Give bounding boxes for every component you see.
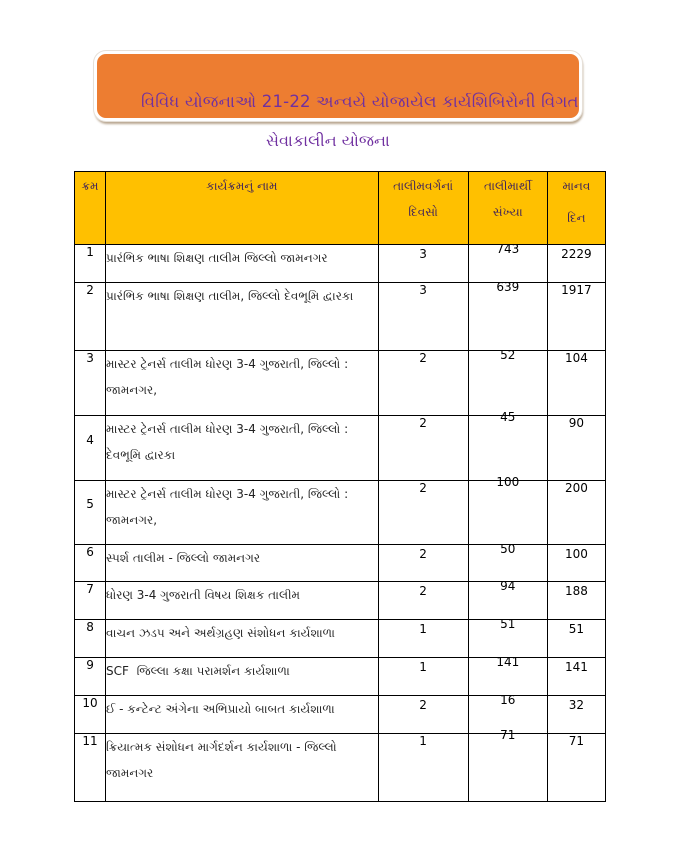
table-row (75, 734, 606, 802)
cell-trainees-value: 51 (500, 617, 516, 631)
cell-days-value: 3 (419, 283, 427, 297)
header-name: કાર્યક્રમનું નામ (106, 172, 379, 245)
header-days (378, 172, 468, 245)
cell-man-days-value: 104 (564, 351, 588, 365)
cell-man-days (547, 734, 605, 802)
cell-man-days-value: 32 (568, 698, 585, 712)
cell-sn: 1 (75, 245, 106, 283)
cell-man-days-value: 90 (568, 416, 585, 430)
table-row (75, 658, 606, 696)
cell-trainees (468, 728, 547, 802)
cell-man-days-value: 141 (564, 660, 588, 674)
cell-name: ક્રિયાત્મક સંશોધન માર્ગદર્શન કાર્યશાળા - જિલ્લો જામનગર (106, 734, 379, 802)
header-man-days (547, 172, 605, 245)
cell-man-days-value: 188 (564, 584, 588, 598)
header-trainees (468, 172, 547, 245)
cell-days-value: 2 (419, 416, 427, 430)
cell-man-days (547, 416, 605, 481)
cell-man-days (547, 620, 605, 658)
cell-man-days (547, 658, 605, 696)
cell-days (378, 283, 468, 351)
header-sn: ક્રમ (75, 172, 106, 245)
header-days-line1: તાલીમવર્ગનાં (393, 179, 454, 193)
page-title: વિવિધ યોજનાઓ 21-22 અન્વયે યોજાયેલ કાર્યશિબિરોની વિગત (141, 92, 579, 111)
cell-trainees (468, 542, 547, 582)
cell-name: માસ્ટર ટ્રેનર્સ તાલીમ ધોરણ 3-4 ગુજરાતી, જિલ્લો : જામનગર, (106, 351, 379, 416)
cell-trainees-value: 743 (496, 242, 520, 256)
cell-trainees-value: 16 (500, 693, 516, 707)
cell-sn-value: 4 (86, 433, 94, 447)
cell-days (378, 620, 468, 658)
cell-trainees (468, 617, 547, 658)
cell-days (378, 545, 468, 582)
table-row (75, 620, 606, 658)
header-man-days-line1: માનવ (562, 179, 591, 193)
cell-man-days (547, 245, 605, 283)
cell-sn-value: 5 (86, 497, 94, 511)
cell-days (378, 734, 468, 802)
cell-days-value: 3 (419, 247, 427, 261)
cell-days (378, 245, 468, 283)
cell-trainees (468, 410, 547, 481)
header-trainees-line1: તાલીમાર્થી (484, 179, 532, 193)
cell-trainees-value: 94 (500, 579, 516, 593)
cell-man-days (547, 481, 605, 545)
cell-man-days-value: 100 (564, 547, 588, 561)
table-row (75, 481, 606, 545)
cell-days-value: 2 (419, 481, 427, 495)
cell-sn: 2 (75, 283, 106, 351)
header-man-days-line2: દિન (567, 211, 586, 225)
cell-name: માસ્ટર ટ્રેનર્સ તાલીમ ધોરણ 3-4 ગુજરાતી, જિલ્લો : જામનગર, (106, 481, 379, 545)
cell-days (378, 481, 468, 545)
cell-name: સ્પર્શ તાલીમ - જિલ્લો જામનગર (106, 545, 379, 582)
cell-trainees (468, 348, 547, 416)
cell-trainees (468, 242, 547, 283)
table-row (75, 245, 606, 283)
table-row (75, 582, 606, 620)
cell-man-days-value: 1917 (561, 283, 592, 297)
table-row (75, 283, 606, 351)
cell-days-value: 2 (419, 698, 427, 712)
cell-name: ઈ - કન્ટેન્ટ અંગેના અભિપ્રાયો બાબત કાર્યશાળા (106, 696, 379, 734)
title-banner (94, 51, 582, 121)
cell-trainees-value: 52 (500, 348, 516, 362)
cell-days (378, 658, 468, 696)
cell-days-value: 2 (419, 547, 427, 561)
cell-sn (75, 416, 106, 481)
training-table (74, 171, 606, 802)
cell-sn: 6 (75, 545, 106, 582)
cell-sn: 11 (75, 734, 106, 802)
cell-days (378, 416, 468, 481)
table-row (75, 545, 606, 582)
cell-days (378, 582, 468, 620)
cell-man-days-value: 51 (568, 622, 585, 636)
cell-sn: 8 (75, 620, 106, 658)
cell-days-value: 1 (419, 734, 427, 748)
cell-man-days (547, 545, 605, 582)
cell-name: SCF જિલ્લા કક્ષા પરામર્શન કાર્યશાળા (106, 658, 379, 696)
header-trainees-line2: સંખ્યા (492, 205, 523, 219)
table-row (75, 351, 606, 416)
cell-trainees (468, 579, 547, 620)
cell-sn (75, 481, 106, 545)
cell-man-days (547, 582, 605, 620)
cell-sn: 3 (75, 351, 106, 416)
cell-sn: 9 (75, 658, 106, 696)
cell-name: પ્રારંભિક ભાષા શિક્ષણ તાલીમ જિલ્લો જામનગર (106, 245, 379, 283)
table-row (75, 696, 606, 734)
cell-name: માસ્ટર ટ્રેનર્સ તાલીમ ધોરણ 3-4 ગુજરાતી, જિલ્લો : દેવભૂમિ દ્વારકા (106, 416, 379, 481)
cell-trainees-value: 639 (496, 280, 520, 294)
cell-sn: 10 (75, 696, 106, 734)
header-days-line2: દિવસો (408, 205, 438, 219)
table-header-row (75, 172, 606, 245)
cell-trainees-value: 141 (496, 655, 520, 669)
cell-name: પ્રારંભિક ભાષા શિક્ષણ તાલીમ, જિલ્લો દેવભૂમિ દ્વારકા (106, 283, 379, 351)
cell-man-days-value: 200 (564, 481, 588, 495)
cell-trainees-value: 100 (496, 475, 520, 489)
cell-man-days-value: 2229 (561, 247, 592, 261)
cell-days-value: 2 (419, 351, 427, 365)
cell-days (378, 351, 468, 416)
cell-trainees (468, 475, 547, 545)
cell-trainees-value: 50 (500, 542, 516, 556)
cell-sn: 7 (75, 582, 106, 620)
cell-trainees (468, 280, 547, 351)
cell-man-days (547, 696, 605, 734)
cell-days-value: 1 (419, 660, 427, 674)
cell-days-value: 2 (419, 584, 427, 598)
cell-man-days (547, 283, 605, 351)
table-row (75, 416, 606, 481)
cell-name: ધોરણ 3-4 ગુજરાતી વિષય શિક્ષક તાલીમ (106, 582, 379, 620)
cell-name: વાચન ઝડપ અને અર્થગ્રહણ સંશોધન કાર્યશાળા (106, 620, 379, 658)
cell-trainees-value: 71 (500, 728, 516, 742)
page-subtitle: સેવાકાલીન યોજના (266, 131, 390, 150)
cell-days-value: 1 (419, 622, 427, 636)
cell-trainees (468, 655, 547, 696)
cell-man-days (547, 351, 605, 416)
cell-days (378, 696, 468, 734)
cell-man-days-value: 71 (568, 734, 585, 748)
cell-trainees-value: 45 (500, 410, 516, 424)
